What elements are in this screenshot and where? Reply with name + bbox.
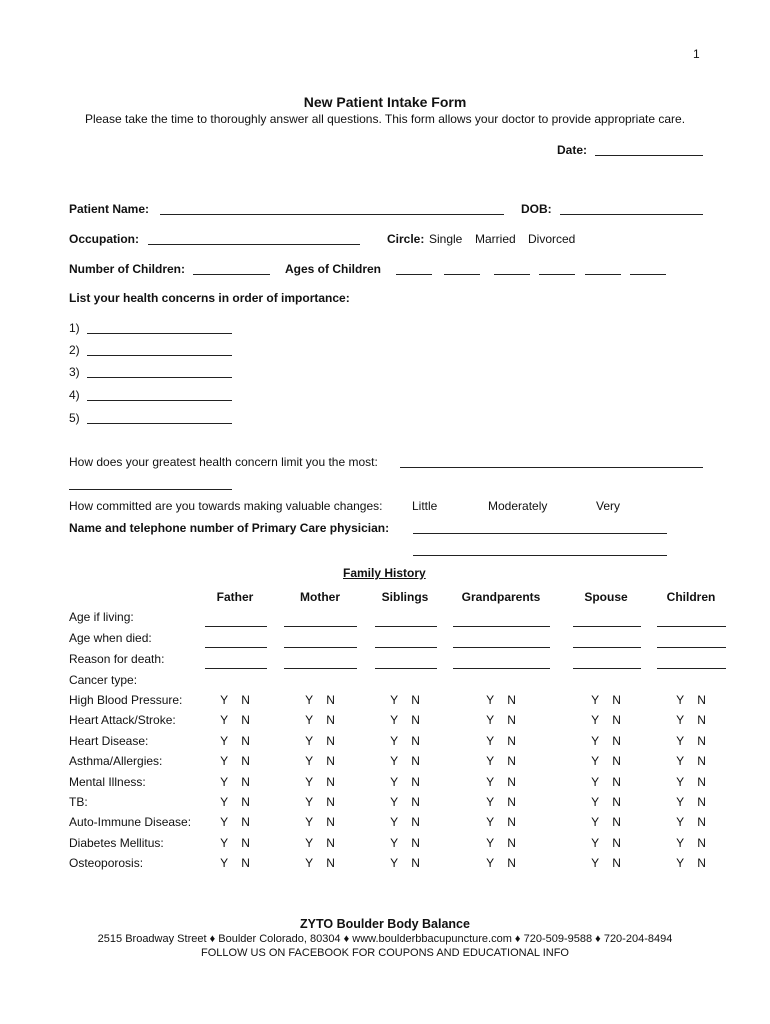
concern-number: 2): [69, 343, 80, 357]
yn-choice[interactable]: Y N: [390, 815, 420, 829]
patient-name-field[interactable]: [160, 214, 504, 215]
fh-field[interactable]: [657, 647, 726, 648]
yn-choice[interactable]: Y N: [220, 734, 250, 748]
fh-column-father: Father: [216, 590, 254, 604]
physician-label: Name and telephone number of Primary Care physician:: [69, 521, 390, 535]
yn-choice[interactable]: Y N: [390, 693, 420, 707]
patient-name-label: Patient Name:: [69, 202, 150, 216]
family-history-title: Family History: [343, 566, 426, 580]
yn-choice[interactable]: Y N: [676, 815, 706, 829]
limit-answer-field[interactable]: [400, 467, 703, 468]
footer-facebook: FOLLOW US ON FACEBOOK FOR COUPONS AND EDUCATIONAL INFO: [201, 947, 569, 959]
fh-row-label: High Blood Pressure:: [69, 693, 183, 707]
fh-row-label: Auto-Immune Disease:: [69, 815, 192, 829]
marital-option-single[interactable]: Single: [429, 232, 463, 246]
date-label: Date:: [557, 143, 588, 157]
concern-number: 4): [69, 388, 80, 402]
concern-field[interactable]: [87, 333, 232, 334]
limit-answer-field-cont[interactable]: [69, 489, 232, 490]
fh-row-label: Age if living:: [69, 610, 134, 624]
physician-field[interactable]: [413, 533, 667, 534]
yn-choice[interactable]: Y N: [591, 856, 621, 870]
fh-field[interactable]: [657, 668, 726, 669]
yn-choice[interactable]: Y N: [676, 713, 706, 727]
fh-row-label: Osteoporosis:: [69, 856, 144, 870]
children-count-label: Number of Children:: [69, 262, 185, 276]
yn-choice[interactable]: Y N: [591, 754, 621, 768]
fh-field[interactable]: [284, 647, 357, 648]
yn-choice[interactable]: Y N: [305, 713, 335, 727]
fh-row-label: Age when died:: [69, 631, 152, 645]
yn-choice[interactable]: Y N: [591, 775, 621, 789]
fh-field[interactable]: [205, 626, 267, 627]
fh-field[interactable]: [453, 647, 550, 648]
yn-choice[interactable]: Y N: [676, 856, 706, 870]
fh-field[interactable]: [573, 647, 641, 648]
yn-choice[interactable]: Y N: [390, 713, 420, 727]
yn-choice[interactable]: Y N: [591, 795, 621, 809]
children-ages-label: Ages of Children: [285, 262, 382, 276]
yn-choice[interactable]: Y N: [486, 795, 516, 809]
fh-field[interactable]: [205, 668, 267, 669]
yn-choice[interactable]: Y N: [305, 815, 335, 829]
yn-choice[interactable]: Y N: [486, 815, 516, 829]
yn-choice[interactable]: Y N: [486, 775, 516, 789]
yn-choice[interactable]: Y N: [486, 734, 516, 748]
yn-choice[interactable]: Y N: [305, 856, 335, 870]
yn-choice[interactable]: Y N: [486, 693, 516, 707]
yn-choice[interactable]: Y N: [676, 754, 706, 768]
fh-field[interactable]: [453, 626, 550, 627]
yn-choice[interactable]: Y N: [390, 856, 420, 870]
dob-label: DOB:: [521, 202, 552, 216]
yn-choice[interactable]: Y N: [220, 836, 250, 850]
physician-field-cont[interactable]: [413, 555, 667, 556]
yn-choice[interactable]: Y N: [220, 856, 250, 870]
concern-field[interactable]: [87, 400, 232, 401]
yn-choice[interactable]: Y N: [220, 713, 250, 727]
yn-choice[interactable]: Y N: [305, 693, 335, 707]
yn-choice[interactable]: Y N: [676, 836, 706, 850]
child-age-field[interactable]: [494, 274, 530, 275]
yn-choice[interactable]: Y N: [591, 836, 621, 850]
yn-choice[interactable]: Y N: [676, 775, 706, 789]
yn-choice[interactable]: Y N: [305, 754, 335, 768]
children-count-field[interactable]: [193, 274, 270, 275]
child-age-field[interactable]: [539, 274, 575, 275]
fh-column-children: Children: [666, 590, 716, 604]
commitment-option-little[interactable]: Little: [412, 499, 438, 513]
commitment-option-very[interactable]: Very: [596, 499, 621, 513]
yn-choice[interactable]: Y N: [390, 795, 420, 809]
concern-number: 3): [69, 365, 80, 379]
yn-choice[interactable]: Y N: [486, 836, 516, 850]
yn-choice[interactable]: Y N: [390, 836, 420, 850]
yn-choice[interactable]: Y N: [591, 734, 621, 748]
page-number: 1: [693, 47, 700, 61]
occupation-label: Occupation:: [69, 232, 140, 246]
fh-row-label: Heart Disease:: [69, 734, 149, 748]
child-age-field[interactable]: [585, 274, 621, 275]
form-title: New Patient Intake Form: [303, 94, 467, 110]
fh-field[interactable]: [205, 647, 267, 648]
fh-field[interactable]: [375, 647, 437, 648]
dob-field[interactable]: [560, 214, 703, 215]
yn-choice[interactable]: Y N: [220, 693, 250, 707]
yn-choice[interactable]: Y N: [220, 815, 250, 829]
fh-column-siblings: Siblings: [381, 590, 429, 604]
marital-option-married[interactable]: Married: [475, 232, 516, 246]
yn-choice[interactable]: Y N: [305, 775, 335, 789]
fh-row-label: Reason for death:: [69, 652, 165, 666]
yn-choice[interactable]: Y N: [486, 754, 516, 768]
yn-choice[interactable]: Y N: [305, 734, 335, 748]
yn-choice[interactable]: Y N: [676, 734, 706, 748]
yn-choice[interactable]: Y N: [676, 795, 706, 809]
fh-column-mother: Mother: [300, 590, 340, 604]
concern-field[interactable]: [87, 423, 232, 424]
fh-row-label: Diabetes Mellitus:: [69, 836, 164, 850]
fh-field[interactable]: [573, 626, 641, 627]
yn-choice[interactable]: Y N: [486, 713, 516, 727]
yn-choice[interactable]: Y N: [305, 795, 335, 809]
health-concerns-label: List your health concerns in order of importance:: [69, 291, 350, 305]
child-age-field[interactable]: [396, 274, 432, 275]
yn-choice[interactable]: Y N: [305, 836, 335, 850]
fh-row-label: Heart Attack/Stroke:: [69, 713, 176, 727]
concern-field[interactable]: [87, 355, 232, 356]
fh-field[interactable]: [573, 668, 641, 669]
fh-column-grandparents: Grandparents: [461, 590, 541, 604]
footer-business-name: ZYTO Boulder Body Balance: [300, 917, 470, 931]
yn-choice[interactable]: Y N: [220, 754, 250, 768]
limit-question-label: How does your greatest health concern limit you the most:: [69, 455, 378, 469]
fh-field[interactable]: [657, 626, 726, 627]
concern-field[interactable]: [87, 377, 232, 378]
fh-field[interactable]: [375, 626, 437, 627]
marital-option-divorced[interactable]: Divorced: [528, 232, 576, 246]
fh-row-label: TB:: [69, 795, 88, 809]
fh-row-label: Mental Illness:: [69, 775, 146, 789]
yn-choice[interactable]: Y N: [676, 693, 706, 707]
date-field[interactable]: [595, 155, 703, 156]
yn-choice[interactable]: Y N: [591, 815, 621, 829]
yn-choice[interactable]: Y N: [220, 775, 250, 789]
yn-choice[interactable]: Y N: [591, 693, 621, 707]
child-age-field[interactable]: [444, 274, 480, 275]
yn-choice[interactable]: Y N: [390, 754, 420, 768]
yn-choice[interactable]: Y N: [390, 734, 420, 748]
commitment-option-moderately[interactable]: Moderately: [488, 499, 548, 513]
concern-number: 5): [69, 411, 80, 425]
fh-row-label: Cancer type:: [69, 673, 138, 687]
child-age-field[interactable]: [630, 274, 666, 275]
form-subtitle: Please take the time to thoroughly answer all questions. This form allows your doctor to provide appropriate care.: [84, 112, 686, 126]
fh-field[interactable]: [284, 668, 357, 669]
yn-choice[interactable]: Y N: [220, 795, 250, 809]
circle-label: Circle:: [387, 232, 425, 246]
fh-row-label: Asthma/Allergies:: [69, 754, 163, 768]
occupation-field[interactable]: [148, 244, 360, 245]
yn-choice[interactable]: Y N: [390, 775, 420, 789]
fh-field[interactable]: [453, 668, 550, 669]
footer-address: 2515 Broadway Street ♦ Boulder Colorado, 80304 ♦ www.boulderbbacupuncture.com ♦ 720-509-9588 ♦ 720-204-8494: [97, 933, 673, 945]
yn-choice[interactable]: Y N: [591, 713, 621, 727]
commitment-question-label: How committed are you towards making valuable changes:: [69, 499, 383, 513]
fh-field[interactable]: [284, 626, 357, 627]
fh-column-spouse: Spouse: [584, 590, 628, 604]
yn-choice[interactable]: Y N: [486, 856, 516, 870]
concern-number: 1): [69, 321, 80, 335]
fh-field[interactable]: [375, 668, 437, 669]
